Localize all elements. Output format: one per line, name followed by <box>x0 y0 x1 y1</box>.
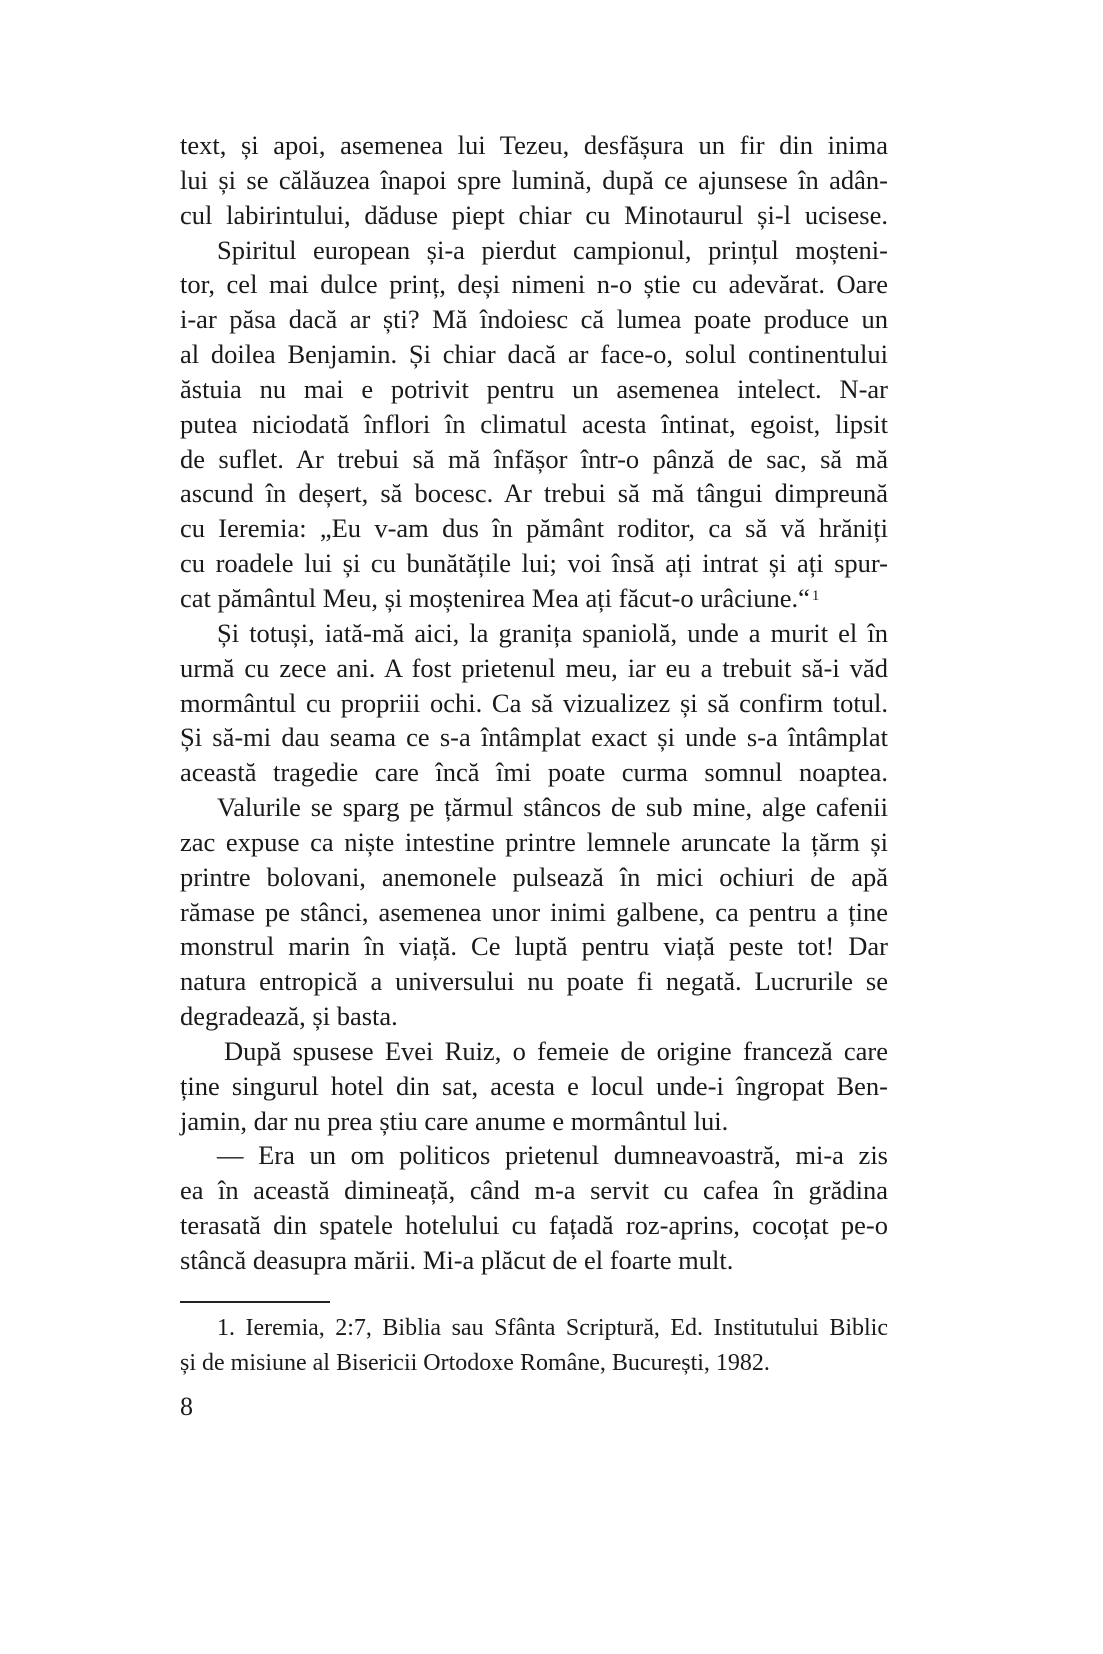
footnote-divider <box>180 1301 330 1303</box>
paragraph-2 <box>180 233 888 616</box>
text-line: urmă cu zece ani. A fost prietenul meu, iar eu a trebuit să-i văd <box>180 652 888 683</box>
text-line: de suflet. Ar trebui să mă înfășor într-o pânză de sac, să mă <box>180 443 888 474</box>
text-line: cu roadele lui și cu bunătățile lui; voi însă ați intrat și ați spur- <box>180 548 888 579</box>
text-line: ascund în deșert, să bocesc. Ar trebui să mă tângui dimpreună <box>180 478 888 509</box>
text-line: al doilea Benjamin. Și chiar dacă ar face-o, solul continentului <box>180 339 888 370</box>
footnote-marker[interactable]: 1 <box>811 587 820 604</box>
text-line: Și totuși, iată-mă aici, la granița spaniolă, unde a murit el în <box>217 617 888 648</box>
paragraph-5 <box>180 1034 888 1139</box>
text-line: ea în această dimineață, când m-a servit cu cafea în grădina <box>180 1175 888 1206</box>
text-line: cul labirintului, dăduse piept chiar cu Minotaurul și-l ucisese. <box>180 199 888 230</box>
text-line: degradează, și basta. <box>180 1001 398 1032</box>
text-line: putea niciodată înflori în climatul acesta întinat, egoist, lipsit <box>180 408 888 439</box>
text-line: text, și apoi, asemenea lui Tezeu, desfășura un fir din inima <box>180 130 888 160</box>
text-line <box>180 581 888 616</box>
text-line: terasată din spatele hotelului cu fațadă roz-aprins, cocoțat pe-o <box>180 1210 888 1241</box>
text-line: cu Ieremia: „Eu v-am dus în pământ roditor, ca să vă hrăniți <box>180 513 888 544</box>
text-line: Și să-mi dau seama ce s-a întâmplat exact și unde s-a întâmplat <box>180 722 888 753</box>
text-line: ăstuia nu mai e potrivit pentru un asemenea intelect. N-ar <box>180 373 888 404</box>
text-line: această tragedie care încă îmi poate curma somnul noaptea. <box>180 757 888 788</box>
footnote <box>180 1311 888 1381</box>
text-line: natura entropică a universului nu poate fi negată. Lucrurile se <box>180 966 888 997</box>
text-line: lui și se călăuzea înapoi spre lumină, după ce ajunsese în adân- <box>180 164 888 195</box>
text-line: jamin, dar nu prea știu care anume e mormântul lui. <box>180 1105 729 1136</box>
text-line: printre bolovani, anemonele pulsează în mici ochiuri de apă <box>180 861 888 892</box>
text-line: ține singurul hotel din sat, acesta e locul unde-i îngropat Ben- <box>180 1070 888 1101</box>
text-line: stâncă deasupra mării. Mi-a plăcut de el foarte mult. <box>180 1245 734 1275</box>
text-line-content: cat pământul Meu, și moștenirea Mea ați făcut-o urâciune.“ <box>180 582 810 613</box>
text-line: — Era un om politicos prietenul dumneavoastră, mi-a zis <box>217 1140 888 1171</box>
text-line: i-ar păsa dacă ar ști? Mă îndoiesc că lumea poate produce un <box>180 304 888 335</box>
text-line: După spusese Evei Ruiz, o femeie de origine franceză care <box>224 1035 888 1066</box>
footnote-line: și de misiune al Bisericii Ortodoxe Române, București, 1982. <box>180 1349 770 1376</box>
body-text <box>180 128 888 1278</box>
text-line: zac expuse ca niște intestine printre lemnele aruncate la țărm și <box>180 826 888 857</box>
text-line: monstrul marin în viață. Ce luptă pentru viață peste tot! Dar <box>180 931 888 962</box>
text-line: Valurile se sparg pe țărmul stâncos de sub mine, alge cafenii <box>217 792 888 823</box>
text-line: Spiritul european și-a pierdut campionul, prințul moșteni- <box>217 234 888 265</box>
paragraph-4 <box>180 790 888 1034</box>
text-line: rămase pe stânci, asemenea unor inimi galbene, ca pentru a ține <box>180 896 888 927</box>
text-line: tor, cel mai dulce prinț, deși nimeni n-o știe cu adevărat. Oare <box>180 269 888 300</box>
page-number: 8 <box>180 1392 193 1421</box>
footnote-line: 1. Ieremia, 2:7, Biblia sau Sfânta Scriptură, Ed. Institutului Biblic <box>217 1315 888 1341</box>
paragraph-3 <box>180 616 888 790</box>
paragraph-6 <box>180 1138 888 1277</box>
paragraph-1 <box>180 128 888 233</box>
text-line: mormântul cu propriii ochi. Ca să vizualizez și să confirm totul. <box>180 687 888 718</box>
